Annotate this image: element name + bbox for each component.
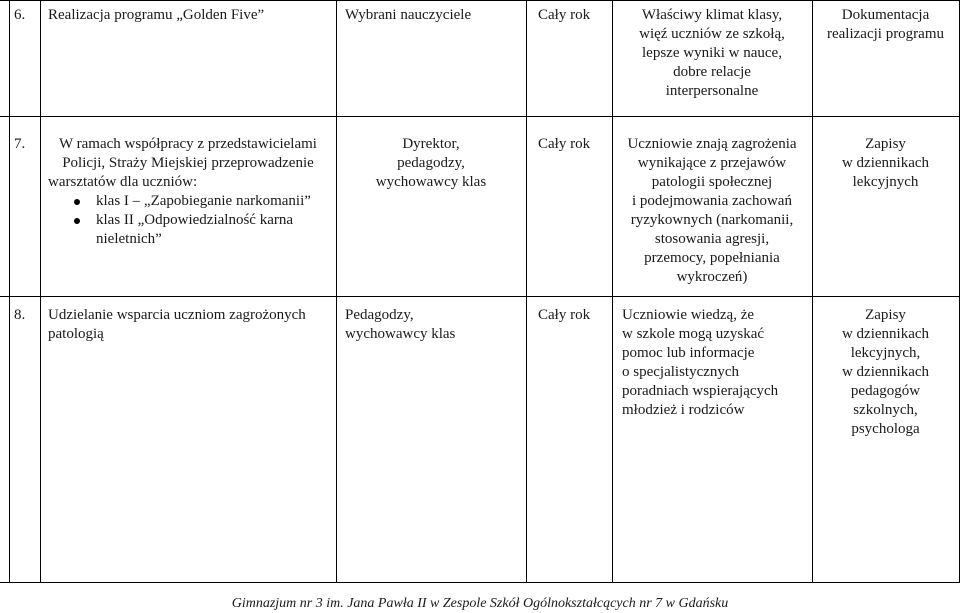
row-number: 6. [14,7,26,23]
effects-line: wykroczeń) [676,269,748,285]
page-footer: Gimnazjum nr 3 im. Jana Pawła II w Zespole Szkół Ogólnokształcących nr 7 w Gdańsku [231,596,729,611]
column-divider [526,0,527,583]
table-border-top [0,0,960,1]
term-cell: Cały rok [538,307,591,323]
effects-line: ryzykownych (narkomanii, [630,212,794,228]
monitoring-line: Dokumentacja [841,7,930,23]
effects-line: Właściwy klimat klasy, [641,7,783,23]
row-divider [0,296,960,297]
monitoring-line: Zapisy [865,307,906,323]
monitoring-cell [812,306,959,439]
monitoring-cell [812,135,959,192]
responsible-line: wychowawcy klas [345,326,456,342]
task-line: warsztatów dla uczniów: [48,174,198,190]
effects-line: przemocy, popełniania [644,250,780,266]
effects-line: o specjalistycznych [622,364,740,380]
bullet-icon [74,199,80,205]
task-line: Udzielanie wsparcia uczniom zagrożonych [48,307,306,323]
effects-line: wynikające z przejawów [637,155,787,171]
monitoring-line: w dziennikach [841,326,930,342]
effects-line: interpersonalne [665,83,759,99]
bullet-text: klas I – „Zapobieganie narkomanii” [96,193,311,209]
effects-line: lepsze wyniki w nauce, [642,45,782,61]
effects-line: pomoc lub informacje [622,345,755,361]
column-divider [812,0,813,583]
task-line: Policji, Straży Miejskiej przeprowadzenie [62,155,314,171]
responsible-cell [345,306,526,344]
term-cell: Cały rok [538,136,591,152]
list-item [96,192,336,211]
effects-cell [622,306,812,420]
effects-line: młodzież i rodziców [622,402,745,418]
task-cell [40,135,336,249]
responsible-line: Pedagodzy, [345,307,414,323]
effects-line: Uczniowie wiedzą, że [622,307,755,323]
effects-cell [612,6,812,101]
column-divider [40,0,41,583]
monitoring-line: psychologa [851,421,920,437]
term-cell: Cały rok [538,7,591,23]
task-bullet-list [40,192,336,230]
monitoring-line: w dziennikach [841,155,930,171]
row-number: 8. [14,307,26,323]
responsible-cell [336,135,526,192]
responsible-cell: Wybrani nauczyciele [345,7,472,23]
bullet-icon [74,218,80,224]
task-cell [48,306,336,344]
monitoring-line: Zapisy [865,136,906,152]
column-divider [336,0,337,583]
monitoring-line: pedagogów [850,383,921,399]
effects-line: stosowania agresji, [654,231,770,247]
effects-line: Uczniowie znają zagrożenia [627,136,797,152]
task-line: patologią [48,326,104,342]
effects-line: dobre relacje [673,64,751,80]
column-divider [9,0,10,583]
row-number: 7. [14,136,26,152]
effects-cell [612,135,812,287]
monitoring-line: w dziennikach [841,364,930,380]
monitoring-line: szkolnych, [853,402,918,418]
task-line: W ramach współpracy z przedstawicielami [59,136,317,152]
table-border-bottom [0,582,960,583]
monitoring-line: lekcyjnych, [850,345,921,361]
responsible-line: pedagodzy, [397,155,465,171]
list-item [96,211,336,230]
monitoring-cell [812,6,959,44]
effects-line: w szkole mogą uzyskać [622,326,765,342]
task-cell: Realizacja programu „Golden Five” [48,7,265,23]
bullet-text: klas II „Odpowiedzialność karna [96,212,294,228]
effects-line: i podejmowania zachowań [632,193,792,209]
task-line: nieletnich” [96,231,162,247]
row-divider [0,116,960,117]
effects-line: patologii społecznej [651,174,773,190]
responsible-line: Dyrektor, [402,136,460,152]
monitoring-line: lekcyjnych [852,174,919,190]
monitoring-line: realizacji programu [826,26,945,42]
effects-line: poradniach wspierających [622,383,779,399]
responsible-line: wychowawcy klas [375,174,487,190]
effects-line: więź uczniów ze szkołą, [639,26,785,42]
